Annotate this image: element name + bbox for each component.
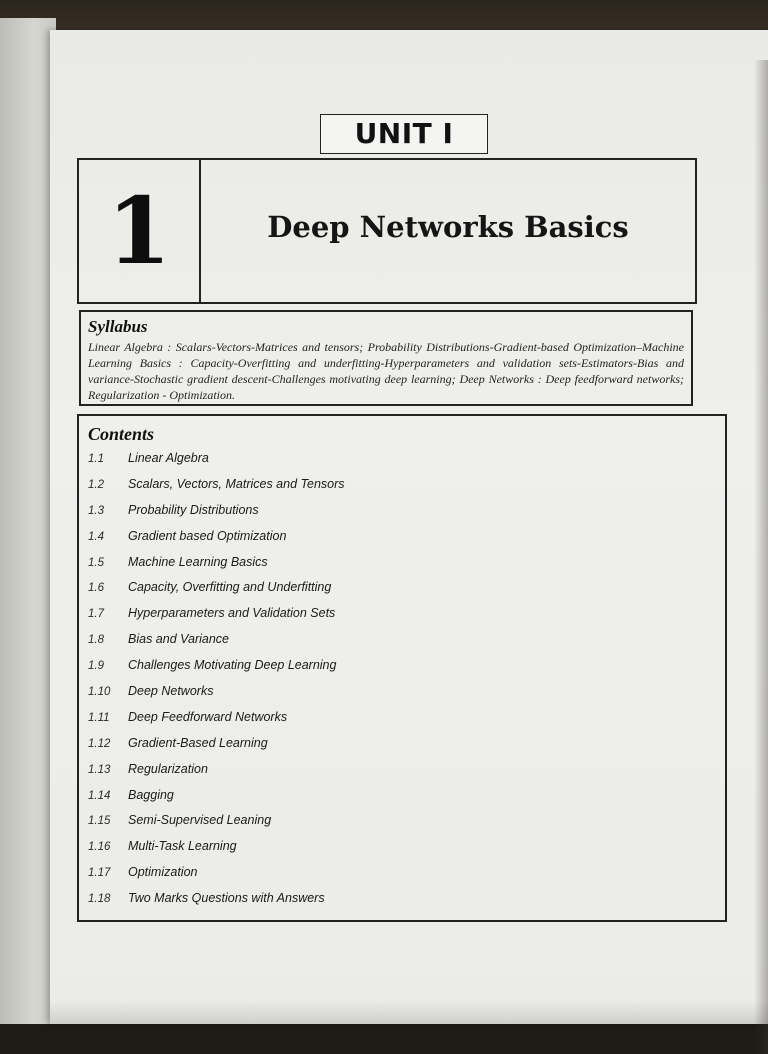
toc-item: [88, 736, 716, 762]
toc-number: 1.17: [88, 867, 111, 880]
toc-title: Bagging: [128, 787, 174, 802]
toc-number: 1.15: [88, 815, 111, 828]
toc-title: Multi-Task Learning: [128, 839, 237, 854]
toc-number: 1.18: [88, 893, 111, 906]
toc-number: 1.5: [88, 556, 104, 569]
toc-title: Deep Feedforward Networks: [128, 709, 288, 724]
toc-item: [88, 451, 716, 477]
toc-title: Machine Learning Basics: [128, 554, 268, 569]
toc-title: Probability Distributions: [128, 502, 259, 517]
toc-number: 1.12: [88, 737, 111, 750]
syllabus-heading: Syllabus: [88, 317, 148, 336]
toc-item: [88, 839, 716, 865]
toc-number: 1.6: [88, 582, 104, 595]
contents-box: [77, 414, 727, 922]
toc-number: 1.3: [88, 504, 104, 517]
page-edge-shadow: [754, 60, 768, 1054]
toc-number: 1.8: [88, 634, 104, 647]
toc-title: Bias and Variance: [128, 632, 229, 647]
chapter-header: [77, 158, 697, 304]
toc-number: 1.4: [88, 530, 104, 543]
toc-title: Linear Algebra: [128, 451, 209, 465]
toc-title: Scalars, Vectors, Matrices and Tensors: [128, 476, 345, 491]
toc-item: [88, 762, 716, 788]
toc-item: [88, 684, 716, 710]
toc-title: Hyperparameters and Validation Sets: [128, 606, 336, 621]
syllabus-box: [79, 310, 693, 406]
syllabus-text: Linear Algebra : Scalars-Vectors-Matrices and tensors; Probability Distributions-Gradient-based Optimization–Machine Learning Basics : Capacity-Overfitting and underfitting-Hyperparameters and validation sets-Estimators-Bias and variance-Stochastic gradient descent-Challenges motivating deep learning; Deep Networks : Deep feedforward networks; Regularization - Optimization.: [88, 340, 684, 402]
toc-item: [88, 555, 716, 581]
toc-number: 1.14: [88, 789, 111, 802]
toc-title: Gradient-Based Learning: [128, 735, 268, 750]
toc-number: 1.16: [88, 841, 111, 854]
toc-list: [88, 451, 716, 917]
toc-item: [88, 632, 716, 658]
toc-item: [88, 813, 716, 839]
left-facing-page: [0, 18, 56, 1024]
toc-item: [88, 529, 716, 555]
toc-item: [88, 891, 716, 917]
toc-item: [88, 503, 716, 529]
toc-number: 1.11: [88, 711, 110, 724]
toc-title: Two Marks Questions with Answers: [128, 891, 325, 906]
toc-item: [88, 606, 716, 632]
toc-title: Regularization: [128, 761, 208, 776]
unit-label: UNIT I: [320, 114, 488, 154]
book-page: [50, 30, 768, 1024]
toc-number: 1.10: [88, 686, 111, 699]
toc-title: Optimization: [128, 865, 198, 880]
toc-item: [88, 865, 716, 891]
toc-number: 1.9: [88, 660, 104, 673]
chapter-title: Deep Networks Basics: [267, 210, 629, 244]
toc-title: Deep Networks: [128, 684, 214, 699]
contents-heading: Contents: [88, 424, 155, 444]
toc-item: [88, 658, 716, 684]
toc-number: 1.2: [88, 478, 104, 491]
toc-title: Challenges Motivating Deep Learning: [128, 658, 337, 673]
toc-item: [88, 580, 716, 606]
toc-title: Gradient based Optimization: [128, 528, 287, 543]
chapter-number: 1: [79, 160, 201, 302]
toc-number: 1.1: [88, 453, 104, 465]
toc-item: [88, 477, 716, 503]
toc-title: Capacity, Overfitting and Underfitting: [128, 580, 332, 595]
toc-number: 1.7: [88, 608, 104, 621]
toc-number: 1.13: [88, 763, 111, 776]
toc-title: Semi-Supervised Leaning: [128, 813, 272, 828]
toc-item: [88, 710, 716, 736]
page-bottom-shadow: [50, 1000, 768, 1024]
toc-item: [88, 788, 716, 814]
